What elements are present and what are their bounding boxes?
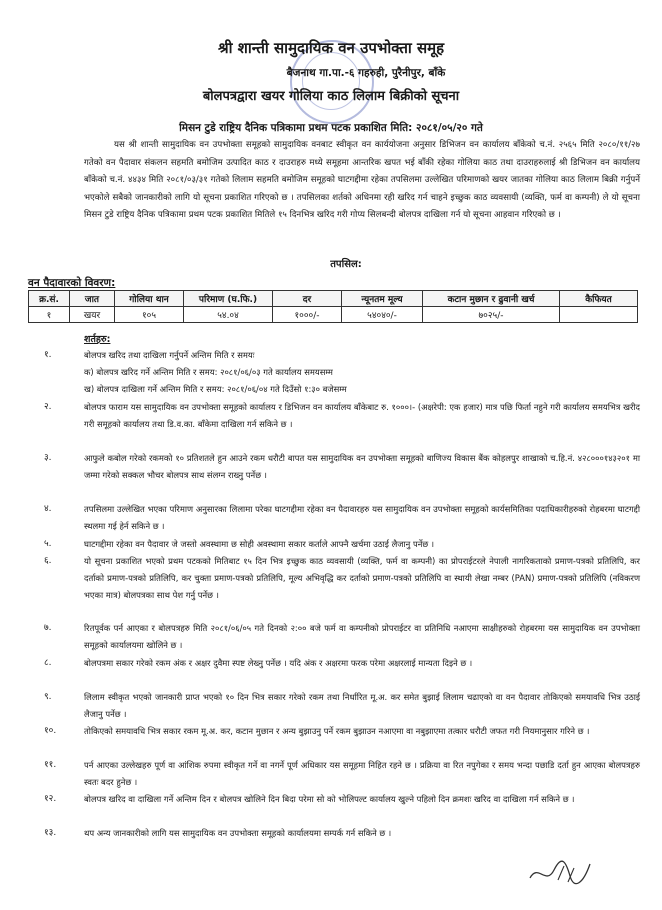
term-number: १२. <box>44 794 57 804</box>
term-number: ११. <box>44 760 57 770</box>
notice-title: बोलपत्रद्वारा खयर गोलिया काठ लिलाम बिक्रीको सूचना <box>202 89 460 104</box>
term-text: बोलपत्रमा सकार गरेको रकम अंक र अक्षर दुवैमा स्पष्ट लेख्नु पर्नेछ । यदि अंक र अक्षरमा फरक परेमा अक्षरलाई मान्यता दिइने छ । <box>84 658 473 668</box>
header-min-price: न्यूनतम मूल्य <box>342 291 423 307</box>
term-number: ६. <box>44 556 52 566</box>
cell-species: खयर <box>70 307 115 323</box>
term-number: ९. <box>44 692 52 702</box>
header-cost: कटान मुछान र ढुवानी खर्च <box>423 291 560 307</box>
product-section-title: वन पैदावारको विवरण: <box>28 277 116 289</box>
term-text: यो सूचना प्रकाशित भएको प्रथम पटकको मितिबाट १५ दिन भित्र इच्छुक काठ व्यवसायी (व्यक्ति, फर्म वा कम्पनी) का प्रोपराईटरले नेपाली नागरिकताको प्रमाण-पत्रको प्रतिलिपि, कर दर्ताको प्रमाण-पत्रको प्रतिलिपि, कर चुक्ता प्रमाण-पत्रको प्रतिलिपि, मूल्य अभिवृद्धि कर दर्ताको प्रमाण-पत्रको प्रतिलिपि वा स्थायी लेखा नम्बर (PAN) प्रमाण-पत्रको प्रतिलिपि (नविकरण भएका मात्र) बोलपत्रका साथ पेश गर्नु पर्नेछ । <box>84 556 640 601</box>
cell-sn: १ <box>29 307 70 323</box>
term-number: ५. <box>44 539 52 549</box>
term-text: तोकिएको समयावधि भित्र सकार रकम मू.अ. कर, कटान मुछान र अन्य बुझाउनु पर्ने रकम बुझाउन नआएमा वा नबुझाएमा तत्कार धरौटी जफत गरी नियमानुसार गरिने छ । <box>84 726 590 736</box>
term-line: ख) बोलपत्र दाखिला गर्ने अन्तिम मिति र समय: २०८१/०६/०४ गते दिउँसो १:३० बजेसम्म <box>84 384 347 395</box>
term-number: ७. <box>44 623 52 633</box>
term-number: ४. <box>44 504 52 514</box>
term-text <box>84 347 640 399</box>
tapsil-label: तपसिल: <box>330 259 362 270</box>
header-volume: परिमाण (घ.फि.) <box>184 291 273 307</box>
terms-title: शर्तहरु: <box>84 334 111 345</box>
term-number: ८. <box>44 658 52 668</box>
table-row <box>29 307 638 323</box>
term-text: थप अन्य जानकारीको लागि यस सामुदायिक वन उपभोक्ता समूहको कार्यालयमा सम्पर्क गर्न सकिने छ । <box>84 828 392 838</box>
term-text: पर्न आएका उल्लेखहरु पूर्ण वा आंशिक रुपमा स्वीकृत गर्ने वा नगर्ने पूर्ण अधिकार यस समूहमा निहित रहने छ । प्रक्रिया वा रित नपुगेका र समय भन्दा पछाडि दर्ता हुन आएका बोलपत्रहरु स्वतः बदर हुनेछ । <box>84 760 640 788</box>
cell-min-price: ५४०४०/- <box>342 307 423 323</box>
cell-cost: ७०२५/- <box>423 307 560 323</box>
term-text: घाटगद्दीमा रहेका वन पैदावार जे जस्तो अवस्थामा छ सोही अवस्थामा सकार कर्ताले आफ्नै खर्चमा उठाई लैजानु पर्नेछ । <box>84 539 435 549</box>
header-sn: क्र.सं. <box>29 291 70 307</box>
header-rate: दर <box>273 291 342 307</box>
organization-name: श्री शान्ती सामुदायिक वन उपभोक्ता समूह <box>217 39 445 57</box>
term-text: रितपूर्वक पर्न आएका र बोलपत्रहरु मिति २०८१/०६/०५ गते दिनको २:०० बजे फर्म वा कम्पनीको प्रोपराईटर वा प्रतिनिधि नआएमा साक्षीहरुको रोहबरमा यस सामुदायिक वन उपभोक्ता समूहको कार्यालयमा खोलिने छ । <box>84 623 640 651</box>
header-remarks: कैफियत <box>560 291 638 307</box>
cell-volume: ५४.०४ <box>184 307 273 323</box>
term-text: तपसिलमा उल्लेखित भएका परिमाण अनुसारका लिलामा परेका घाटगद्दीमा रहेका वन पैदावारहरु यस सामुदायिक वन उपभोक्ता समूहको कार्यसमितिका पदाधिकारीहरुको रोहबरमा घाटगद्दी स्थलमा गई हेर्न सकिने छ । <box>84 504 640 532</box>
signature <box>528 858 598 888</box>
intro-paragraph: यस श्री शान्ती सामुदायिक वन उपभोक्ता समूहको सामुदायिक वनबाट स्वीकृत वन कार्ययोजना अनुसार डिभिजन वन कार्यालय बाँकेको च.नं. २५६५ मिति २०८०/११/२७ गतेको वन पैदावार संकलन सहमति बमोजिम उत्पादित काठ र दाउराहरु मध्ये समूहमा आन्तरिक खपत भई बाँकी रहेका गोलिया काठ तथा दाउराहरुलाई श्री डिभिजन वन कार्यालय बाँकेको च.नं. ४४३४ मिति २०८१/०३/३१ गतेको लिलाम सहमति बमोजिम समूहको घाटगद्दीमा रहेका तपसिलमा उल्लेखित परिमाणको खयर जातका गोलिया काठ लिलाम बिक्री गर्नुपर्ने भएकोले सबैको जानकारीको लागि यो सूचना प्रकाशित गरिएको छ । तपसिलका शर्तको अधिनमा रही खरिद गर्न चाहने इच्छुक काठ व्यवसायी (व्यक्ति, फर्म वा कम्पनी) ले यो सूचना मिसन टुडे राष्ट्रिय दैनिक पत्रिकामा प्रथम पटक प्रकाशित मितिले १५ दिनभित्र खरिद गरी गोप्य सिलबन्दी बोलपत्र दाखिला गर्न यो सूचना आहवान गरिएको छ । <box>84 140 640 220</box>
cell-rate: १०००/- <box>273 307 342 323</box>
term-number: ३. <box>44 453 52 463</box>
term-number: १३. <box>44 828 57 838</box>
term-number: २. <box>44 402 52 412</box>
product-table <box>28 290 638 323</box>
cell-remarks <box>560 307 638 323</box>
header-species: जात <box>70 291 115 307</box>
cell-log-count: १०५ <box>115 307 184 323</box>
header-log-count: गोलिया थान <box>115 291 184 307</box>
publication-line: मिसन टुडे राष्ट्रिय दैनिक पत्रिकामा प्रथम पटक प्रकाशित मिति: २०८१/०५/२० गते <box>179 122 483 134</box>
term-number: १०. <box>44 726 57 736</box>
term-line: बोलपत्र खरिद तथा दाखिला गर्नुपर्ने अन्तिम मिति र समयः <box>84 350 255 360</box>
term-text: बोलपत्र खरिद वा दाखिला गर्ने अन्तिम दिन र बोलपत्र खोलिने दिन बिदा परेमा सो को भोलिपल्ट कार्यालय खुल्ने पहिलो दिन क्रमशः खरिद वा दाखिला गर्न सकिने छ । <box>84 794 575 804</box>
term-text: लिलाम स्वीकृत भएको जानकारी प्राप्त भएको १० दिन भित्र सकार गरेको रकम तथा निर्धारित मू.अ. कर समेत बुझाई लिलाम चढाएको वा वन पैदावार तोकिएको समयावधि भित्र उठाई लैजानु पर्नेछ । <box>84 692 640 720</box>
table-header-row <box>29 291 638 307</box>
organization-address: बैजनाथ गा.पा.-६ गहरुही, पुरैनीपुर, बाँके <box>286 67 446 79</box>
term-text: आफुले कबोल गरेको रकमको १० प्रतिशतले हुन आउने रकम धरौटी बापत यस सामुदायिक वन उपभोक्ता समूहको बाणिज्य विकास बैंक कोहलपुर शाखाको च.हि.नं. ४२८०००१४३२०१ मा जम्मा गरेको सक्कल भौचर बोलपत्र साथ संलग्न राख्नु पर्नेछ । <box>84 453 640 481</box>
term-text: बोलपत्र फाराम यस सामुदायिक वन उपभोक्ता समूहको कार्यालय र डिभिजन वन कार्यालय बाँकेबाट रु. १०००।- (अक्षरेपी: एक हजार) मात्र पछि फिर्ता नहुने गरी कार्यालय समयभित्र खरीद गरी समूहको कार्यालय तथा डि.व.का. बाँकेमा दाखिला गर्न सकिने छ । <box>84 402 640 430</box>
term-number: १. <box>44 350 52 360</box>
term-line: क) बोलपत्र खरिद गर्ने अन्तिम मिति र समय: २०८१/०६/०३ गते कार्यालय समयसम्म <box>84 367 333 378</box>
